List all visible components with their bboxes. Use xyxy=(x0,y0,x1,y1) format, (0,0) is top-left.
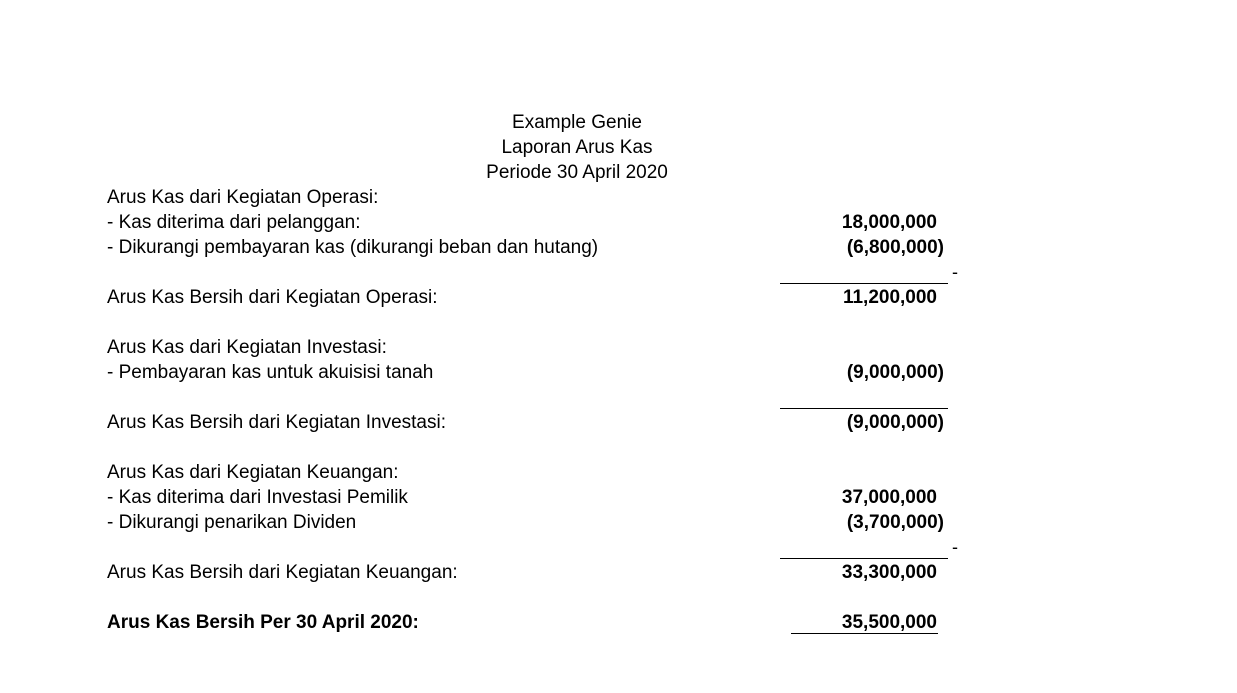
financing-net-label: Arus Kas Bersih dari Kegiatan Keuangan: xyxy=(107,562,458,583)
financing-item-label: - Dikurangi penarikan Dividen xyxy=(107,512,357,533)
financing-item-amount: (3,700,000) xyxy=(846,512,944,533)
total-amount: 35,500,000 xyxy=(841,612,937,633)
investing-net-label: Arus Kas Bersih dari Kegiatan Investasi: xyxy=(107,412,447,433)
operations-net-label: Arus Kas Bersih dari Kegiatan Operasi: xyxy=(107,287,438,308)
subtotal-rule xyxy=(780,283,948,284)
operations-item-amount: (6,800,000) xyxy=(846,237,944,258)
subtotal-marker: - xyxy=(952,262,958,282)
financing-heading: Arus Kas dari Kegiatan Keuangan: xyxy=(107,462,399,483)
total-label: Arus Kas Bersih Per 30 April 2020: xyxy=(107,612,419,633)
investing-heading: Arus Kas dari Kegiatan Investasi: xyxy=(107,337,387,358)
subtotal-rule xyxy=(780,408,948,409)
operations-net-amount: 11,200,000 xyxy=(842,287,937,308)
company-name: Example Genie xyxy=(512,112,642,133)
subtotal-marker: - xyxy=(952,537,958,557)
subtotal-rule xyxy=(780,558,948,559)
investing-item-label: - Pembayaran kas untuk akuisisi tanah xyxy=(107,362,434,383)
report-period: Periode 30 April 2020 xyxy=(486,162,668,183)
report-title: Laporan Arus Kas xyxy=(501,137,653,158)
investing-item-amount: (9,000,000) xyxy=(846,362,944,383)
operations-item-label: - Kas diterima dari pelanggan: xyxy=(107,212,361,233)
operations-item-amount: 18,000,000 xyxy=(841,212,937,233)
operations-heading: Arus Kas dari Kegiatan Operasi: xyxy=(107,187,379,208)
financing-item-amount: 37,000,000 xyxy=(841,487,937,508)
financing-item-label: - Kas diterima dari Investasi Pemilik xyxy=(107,487,408,508)
investing-net-amount: (9,000,000) xyxy=(846,412,944,433)
operations-item-label: - Dikurangi pembayaran kas (dikurangi beban dan hutang) xyxy=(107,237,599,258)
total-underline xyxy=(791,633,938,634)
financing-net-amount: 33,300,000 xyxy=(841,562,937,583)
